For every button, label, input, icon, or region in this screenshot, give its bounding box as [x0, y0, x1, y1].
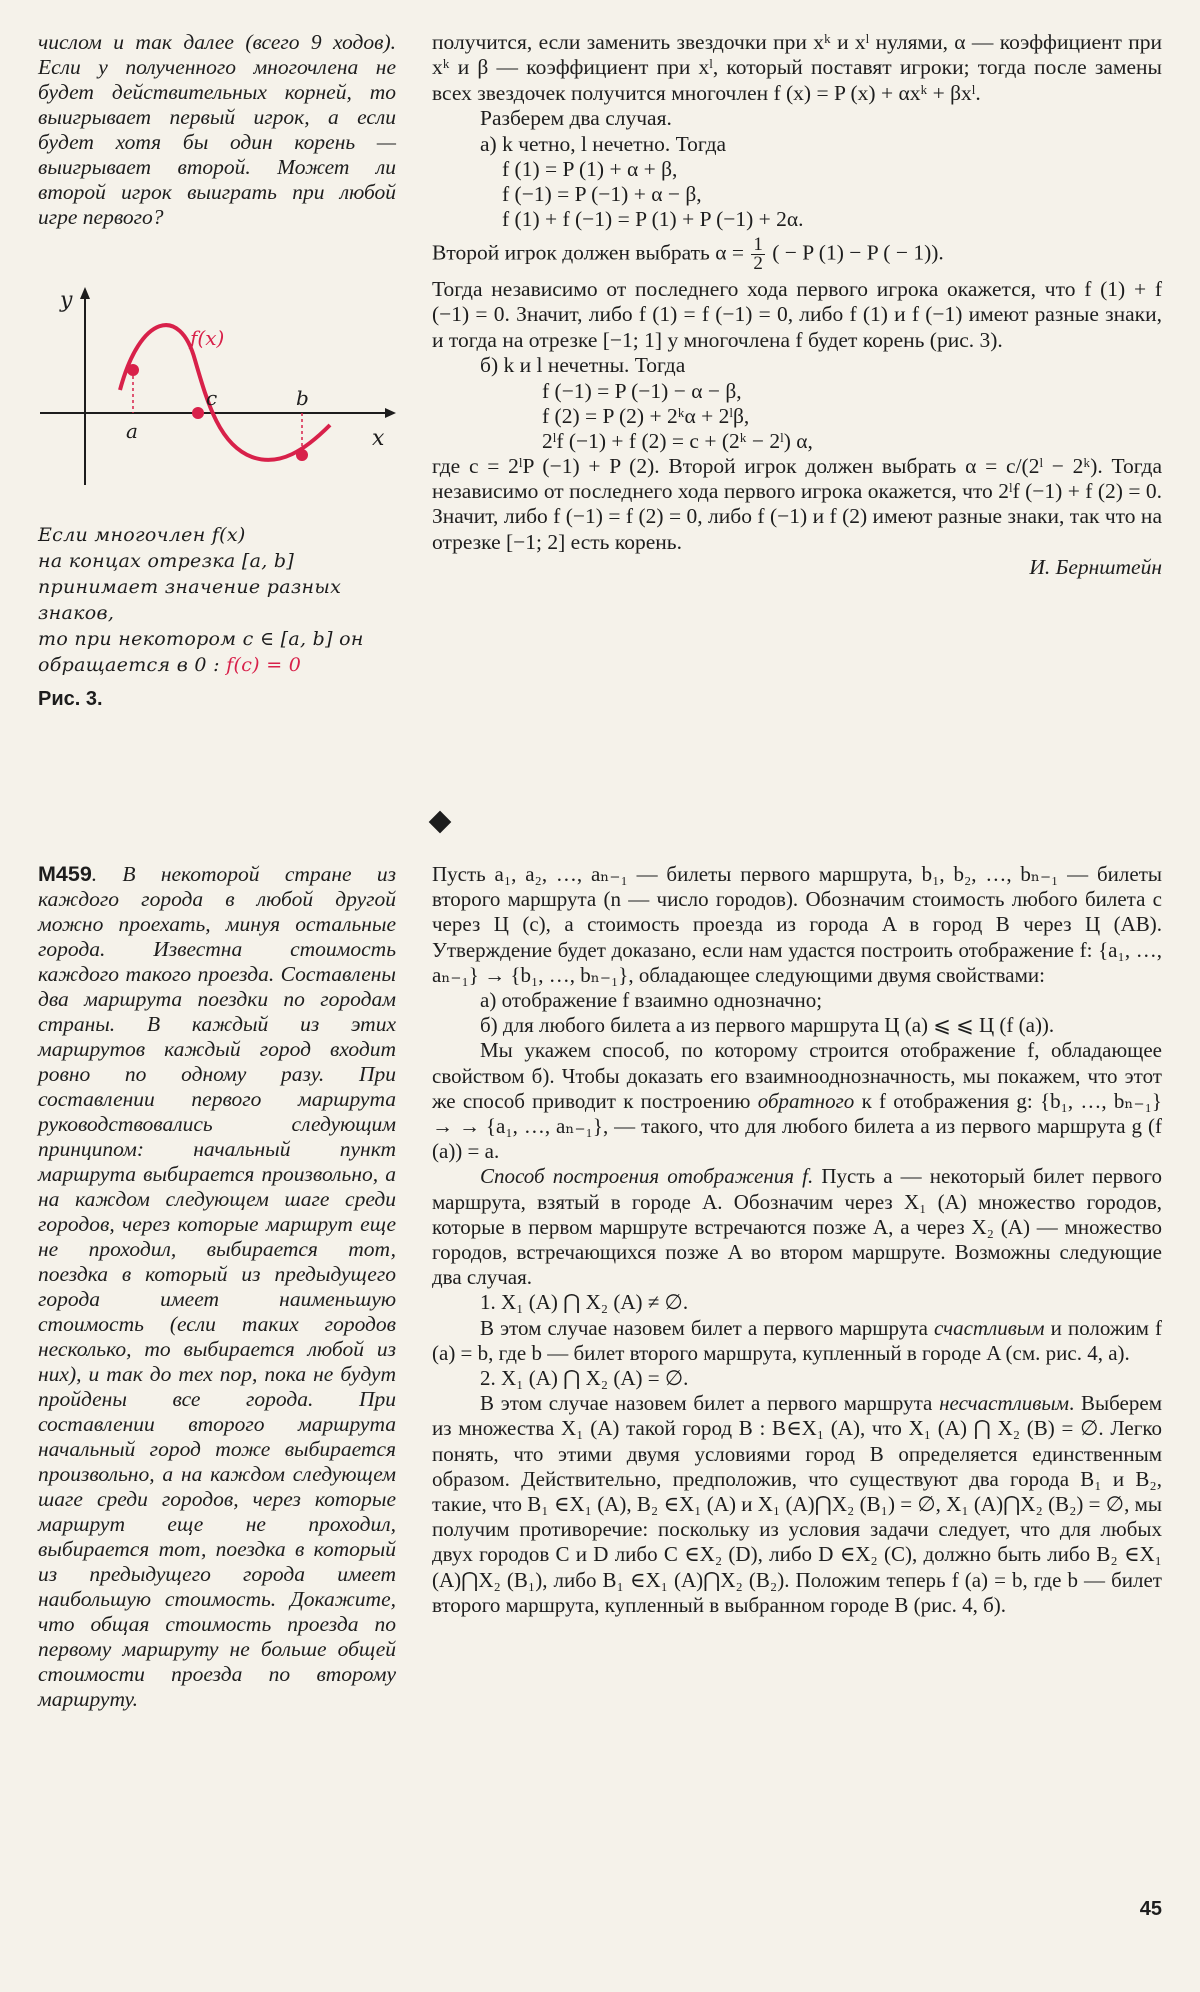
- note-line-5-red: f(c) = 0: [226, 654, 302, 676]
- x-axis-label: x: [372, 426, 385, 451]
- problem-intro-continuation: [38, 30, 396, 230]
- solution-p3-em: Способ построения отображения f.: [480, 1164, 814, 1189]
- note-line-3: принимает значение разных знаков,: [38, 576, 342, 624]
- paragraph-conclusion-a: Тогда независимо от последнего хода первого игрока окажется, что f (1) + f (−1) = 0. Значит, либо f (1) = f (−1) = 0, либо f (1) и f (−1) имеют разные знаки, и тогда на отрезке [−1; 1] у многочлена f будет корень (рис. 3).: [432, 277, 1162, 352]
- case-1-em: счастливым: [934, 1315, 1045, 1340]
- problem-intro-text: числом и так далее (всего 9 ходов). Если у полученного многочлена не будет действительных корней, то выигрывает первый игрок, а если будет хотя бы один корень — выигрывает второй. Может ли второй игрок выиграть при любой игре первого?: [38, 30, 396, 229]
- x-axis-arrow: [385, 408, 396, 418]
- case-1-after: и положим f (a) = b, где b — билет второго маршрута, купленный в городе A (см. рис. 4, а).: [432, 1315, 1163, 1365]
- case-2-em: несчастливым: [939, 1391, 1070, 1416]
- formula-b-1: f (−1) = P (−1) − α − β,: [542, 378, 742, 403]
- formula-b-2: f (2) = P (2) + 2ᵏα + 2ˡβ,: [542, 403, 750, 428]
- paragraph-cases: Разберем два случая.: [480, 106, 672, 131]
- solution-property-a: а) отображение f взаимно однозначно;: [480, 988, 823, 1013]
- solution-previous: [432, 30, 1162, 581]
- solution-p2: [432, 1038, 1162, 1164]
- point-fb: [296, 449, 308, 461]
- section-separator-diamond: [429, 811, 452, 834]
- solution-case-1: 1. X₁ (A) ⋂ X₂ (A) ≠ ∅.: [480, 1290, 689, 1315]
- formula-a-3: f (1) + f (−1) = P (1) + P (−1) + 2α.: [502, 207, 804, 232]
- paragraph-choose-alpha: [432, 236, 1162, 273]
- figure-3-graph: [30, 285, 400, 495]
- case-a-heading: а) k четно, l нечетно. Тогда: [480, 131, 727, 156]
- label-b: b: [296, 386, 309, 410]
- solution-p3: [432, 1164, 1162, 1290]
- solution-case-1-text: [432, 1316, 1162, 1366]
- author-signature: И. Бернштейн: [1029, 555, 1162, 580]
- point-fa: [127, 364, 139, 376]
- fraction-half: [751, 236, 765, 273]
- problem-m459: [38, 862, 396, 1712]
- point-c: [192, 407, 204, 419]
- solution-case-2-text: [432, 1391, 1162, 1618]
- case-1-before: В этом случае назовем билет a первого маршрута: [480, 1315, 928, 1340]
- handwritten-note: [38, 522, 408, 678]
- solution-p2-em: обратного: [757, 1088, 855, 1113]
- note-line-2: на концах отрезка [a, b]: [38, 550, 295, 572]
- formula-a-2: f (−1) = P (−1) + α − β,: [502, 182, 702, 207]
- fraction-den: 2: [753, 253, 763, 275]
- curve-label: f(x): [190, 326, 225, 350]
- case-2-before: В этом случае назовем билет a первого маршрута: [480, 1391, 933, 1416]
- y-axis-arrow: [80, 287, 90, 299]
- solution-p1: Пусть a₁, a₂, …, aₙ₋₁ — билеты первого маршрута, b₁, b₂, …, bₙ₋₁ — билеты второго маршрута (n — число городов). Обозначим стоимость любого билета c через Ц (c), а стоимость проезда из города A в город B через Ц (AB). Утверждение будет доказано, если нам удастся построить отображение f: {a₁, …, aₙ₋₁} → {b₁, …, bₙ₋₁}, обладающее следующими двумя свойствами:: [432, 862, 1162, 987]
- problem-text: . В некоторой стране из каждого города в любой другой можно проехать, минуя остальные города. Известна стоимость каждого такого проезда. Составлены два маршрута поездки по городам страны. В каждый из этих маршрутов каждый город входит ровно по одному разу. При составлении первого маршрута руководствовались следующим принципом: начальный пункт маршрута выбирается произвольно, а на каждом следующем шаге среди городов, через которые маршрут еще не проходил, выбирается тот, поездка в который из предыдущего города имеет наименьшую стоимость (если таких городов несколько, то выбирается любой из них), и так до тех пор, пока не будут пройдены все города. При составлении второго маршрута начальный город тоже выбирается произвольно, а на каждом следующем шаге среди городов, через которые маршрут еще не проходил, выбирается тот, поездка в который из предыдущего города имеет наибольшую стоимость. Докажите, что общая стоимость проезда по первому маршруту не больше общей стоимости проезда по второму маршруту.: [38, 862, 396, 1711]
- solution-p2-text: Мы укажем способ, по которому строится отображение f, обладающее свойством б). Чтобы доказать его взаимнооднозначность, мы покажем, что этот же способ приводит к построению: [432, 1038, 1162, 1113]
- formula-a-1: f (1) = P (1) + α + β,: [502, 157, 678, 182]
- case-b-heading: б) k и l нечетны. Тогда: [480, 353, 686, 378]
- formula-b-3: 2ˡf (−1) + f (2) = c + (2ᵏ − 2ˡ) α,: [542, 428, 813, 453]
- figure-caption: Рис. 3.: [38, 688, 103, 710]
- choose-alpha-before: Второй игрок должен выбрать α =: [432, 240, 744, 265]
- note-line-1: Если многочлен f(x): [38, 524, 246, 546]
- label-a: a: [126, 419, 138, 443]
- solution-m459: [432, 862, 1162, 1618]
- y-axis-label: y: [60, 288, 73, 313]
- case-2-after: . Выберем из множества X₁ (A) такой город B : B∈X₁ (A), что X₁ (A) ⋂ X₂ (B) = ∅. Легко понять, что этими двумя условиями город B определяется единственным образом. Действительно, предположив, что существуют два города B₁ и B₂, такие, что B₁ ∈X₁ (A), B₂ ∈X₁ (A) и X₁ (A)⋂X₂ (B₁) = ∅, X₁ (A)⋂X₂ (B₂) = ∅, мы получим противоречие: поскольку из условия задачи следует, что для любых двух городов C и D либо C ∈X₂ (D), либо D ∈X₂ (C), должно быть либо B₂ ∈X₁ (A)⋂X₂ (B₁), либо B₁ ∈X₁ (A)⋂X₂ (B₂). Положим теперь f (a) = b, где b — билет второго маршрута, купленный в выбранном городе B (рис. 4, б).: [432, 1391, 1162, 1617]
- solution-case-2: 2. X₁ (A) ⋂ X₂ (A) = ∅.: [480, 1366, 689, 1391]
- paragraph-conclusion-b: где c = 2ˡP (−1) + P (2). Второй игрок должен выбрать α = c/(2ˡ − 2ᵏ). Тогда независимо от последнего хода первого игрока окажется, что 2ˡf (−1) + f (2) = 0. Значит, либо f (−1) = f (2) = 0, либо f (−1) и f (2) имеют разные знаки, так что на отрезке [−1; 2] есть корень.: [432, 453, 1162, 554]
- fraction-num: 1: [753, 234, 763, 256]
- note-line-5-text: обращается в 0 :: [38, 654, 220, 676]
- problem-id: М459: [38, 862, 92, 886]
- solution-property-b: б) для любого билета a из первого маршрута Ц (a) ⩽ ⩽ Ц (f (a)).: [480, 1013, 1055, 1038]
- paragraph-1: получится, если заменить звездочки при xᵏ и xˡ нулями, α — коэффициент при xᵏ и β — коэффициент при xˡ, который поставят игроки; тогда после замены всех звездочек получится многочлен f (x) = P (x) + αxᵏ + βxˡ.: [432, 30, 1162, 105]
- note-line-4: то при некотором c ∈ [a, b] он: [38, 628, 364, 650]
- solution-p3-text: Пусть a — некоторый билет первого маршрута, взятый в городе A. Обозначим через X₁ (A) множество городов, которые в первом маршруте встречаются позже A, а через X₂ (A) — множество городов, встречающихся позже A во втором маршруте. Возможны следующие два случая.: [432, 1164, 1162, 1290]
- note-line-5: [38, 652, 408, 678]
- page-number: 45: [1139, 1898, 1162, 1920]
- solution-p2-after: к f отображения g: {b₁, …, bₙ₋₁} → → {a₁, …, aₙ₋₁}, — такого, что для любого билета a из первого маршрута g (f (a)) = a.: [432, 1088, 1163, 1164]
- label-c: c: [206, 386, 218, 410]
- choose-alpha-after: ( − P (1) − P ( − 1)).: [772, 240, 944, 265]
